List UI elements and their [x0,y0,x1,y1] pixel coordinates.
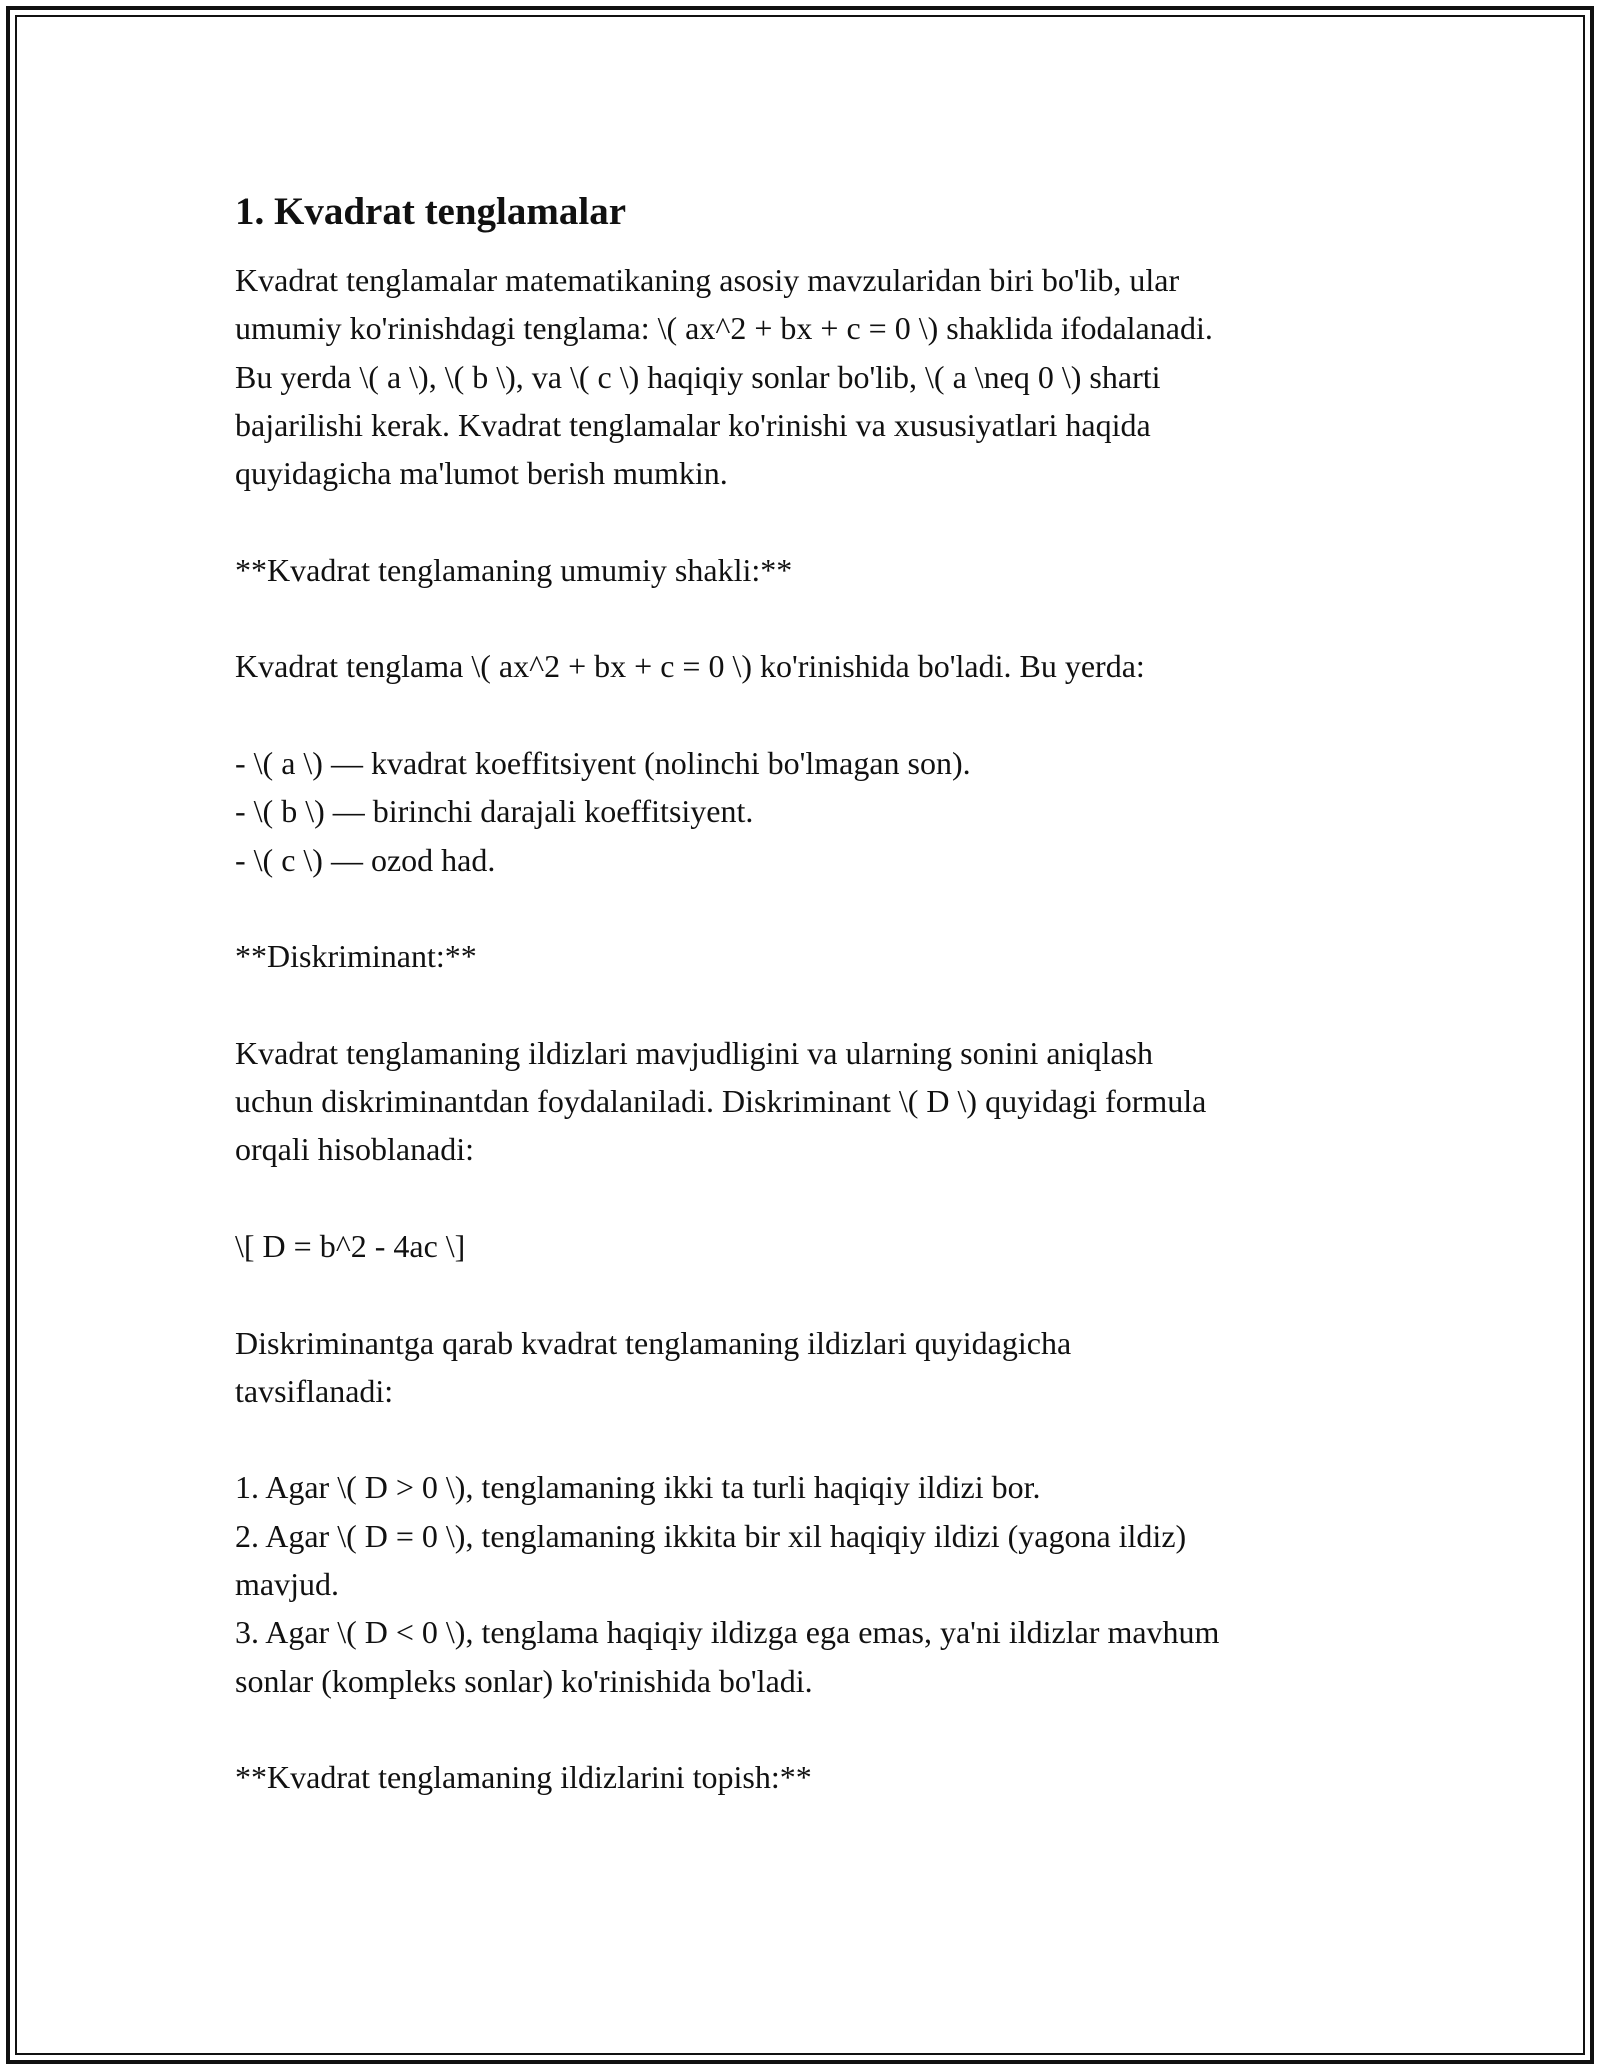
intro-line: Bu yerda \( a \), \( b \), va \( c \) haqiqiy sonlar bo'lib, \( a \neq 0 \) sharti [235,358,1161,395]
cases-intro-paragraph [235,1319,1375,1416]
list-item: 3. Agar \( D < 0 \), tenglama haqiqiy ildizga ega emas, ya'ni ildizlar mavhum [235,1614,1220,1651]
section-heading: 1. Kvadrat tenglamalar [235,190,627,233]
general-form-paragraph [235,642,1375,690]
intro-paragraph [235,256,1375,497]
document-body [235,186,1375,1850]
cases-list [235,1463,1375,1704]
general-form-heading-text: **Kvadrat tenglamaning umumiy shakli:** [235,551,793,588]
intro-line: quyidagicha ma'lumot berish mumkin. [235,455,728,492]
paragraph-line: orqali hisoblanadi: [235,1131,475,1168]
list-item: - \( a \) — kvadrat koeffitsiyent (nolinchi bo'lmagan son). [235,744,971,781]
list-item: - \( b \) — birinchi darajali koeffitsiyent. [235,793,754,830]
general-form-text: Kvadrat tenglama \( ax^2 + bx + c = 0 \) ko'rinishida bo'ladi. Bu yerda: [235,648,1145,685]
list-item: - \( c \) — ozod had. [235,841,496,878]
discriminant-heading-text: **Diskriminant:** [235,938,477,975]
list-item: mavjud. [235,1566,339,1603]
list-item: 2. Agar \( D = 0 \), tenglamaning ikkita bir xil haqiqiy ildizi (yagona ildiz) [235,1517,1187,1554]
formula-text: \[ D = b^2 - 4ac \] [235,1227,466,1264]
discriminant-paragraph [235,1029,1375,1174]
general-form-heading [235,546,1375,594]
paragraph-line: Diskriminantga qarab kvadrat tenglamaning ildizlari quyidagicha [235,1324,1072,1361]
list-item: 1. Agar \( D > 0 \), tenglamaning ikki ta turli haqiqiy ildizi bor. [235,1469,1041,1506]
coefficient-list [235,739,1375,884]
intro-line: umumiy ko'rinishdagi tenglama: \( ax^2 + bx + c = 0 \) shaklida ifodalanadi. [235,310,1213,347]
paragraph-line: uchun diskriminantdan foydalaniladi. Diskriminant \( D \) quyidagi formula [235,1083,1207,1120]
paragraph-line: Kvadrat tenglamaning ildizlari mavjudligini va ularning sonini aniqlash [235,1034,1154,1071]
discriminant-formula [235,1222,1375,1270]
roots-heading-text: **Kvadrat tenglamaning ildizlarini topish:** [235,1759,812,1796]
discriminant-heading [235,932,1375,980]
intro-line: bajarilishi kerak. Kvadrat tenglamalar ko'rinishi va xususiyatlari haqida [235,406,1151,443]
roots-heading [235,1753,1375,1801]
list-item: sonlar (kompleks sonlar) ko'rinishida bo'ladi. [235,1662,813,1699]
paragraph-line: tavsiflanadi: [235,1372,394,1409]
intro-line: Kvadrat tenglamalar matematikaning asosiy mavzularidan biri bo'lib, ular [235,262,1180,298]
